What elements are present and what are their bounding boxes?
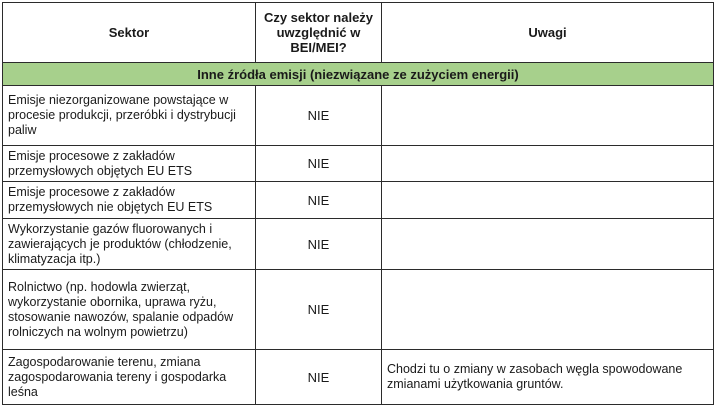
cell-sektor: Emisje procesowe z zakładów przemysłowych objętych EU ETS xyxy=(3,146,256,182)
table-header-row xyxy=(3,3,714,63)
cell-bei-mei: NIE xyxy=(256,219,382,270)
cell-uwagi xyxy=(382,182,714,219)
cell-uwagi xyxy=(382,86,714,146)
header-bei-mei: Czy sektor należy uwzględnić w BEI/MEI? xyxy=(256,3,382,63)
cell-bei-mei: NIE xyxy=(256,182,382,219)
cell-bei-mei: NIE xyxy=(256,86,382,146)
cell-uwagi xyxy=(382,270,714,350)
header-sektor: Sektor xyxy=(3,3,256,63)
cell-sektor: Emisje niezorganizowane powstające w procesie produkcji, przeróbki i dystrybucji paliw xyxy=(3,86,256,146)
table-row xyxy=(3,219,714,270)
header-uwagi: Uwagi xyxy=(382,3,714,63)
section-header-row xyxy=(3,63,714,86)
cell-bei-mei: NIE xyxy=(256,270,382,350)
cell-uwagi xyxy=(382,146,714,182)
cell-bei-mei: NIE xyxy=(256,350,382,405)
table-row xyxy=(3,146,714,182)
table-row xyxy=(3,350,714,405)
cell-sektor: Wykorzystanie gazów fluorowanych i zawierających je produktów (chłodzenie, klimatyzacja itp.) xyxy=(3,219,256,270)
section-title: Inne źródła emisji (niezwiązane ze zużyciem energii) xyxy=(3,63,714,86)
cell-bei-mei: NIE xyxy=(256,146,382,182)
table-row xyxy=(3,270,714,350)
cell-sektor: Emisje procesowe z zakładów przemysłowych nie objętych EU ETS xyxy=(3,182,256,219)
sector-table xyxy=(2,2,714,405)
cell-sektor: Zagospodarowanie terenu, zmiana zagospodarowania tereny i gospodarka leśna xyxy=(3,350,256,405)
cell-sektor: Rolnictwo (np. hodowla zwierząt, wykorzystanie obornika, uprawa ryżu, stosowanie nawozów, spalanie odpadów rolniczych na wolnym powietrzu) xyxy=(3,270,256,350)
table-row xyxy=(3,182,714,219)
cell-uwagi xyxy=(382,219,714,270)
cell-uwagi: Chodzi tu o zmiany w zasobach węgla spowodowane zmianami użytkowania gruntów. xyxy=(382,350,714,405)
table-row xyxy=(3,86,714,146)
